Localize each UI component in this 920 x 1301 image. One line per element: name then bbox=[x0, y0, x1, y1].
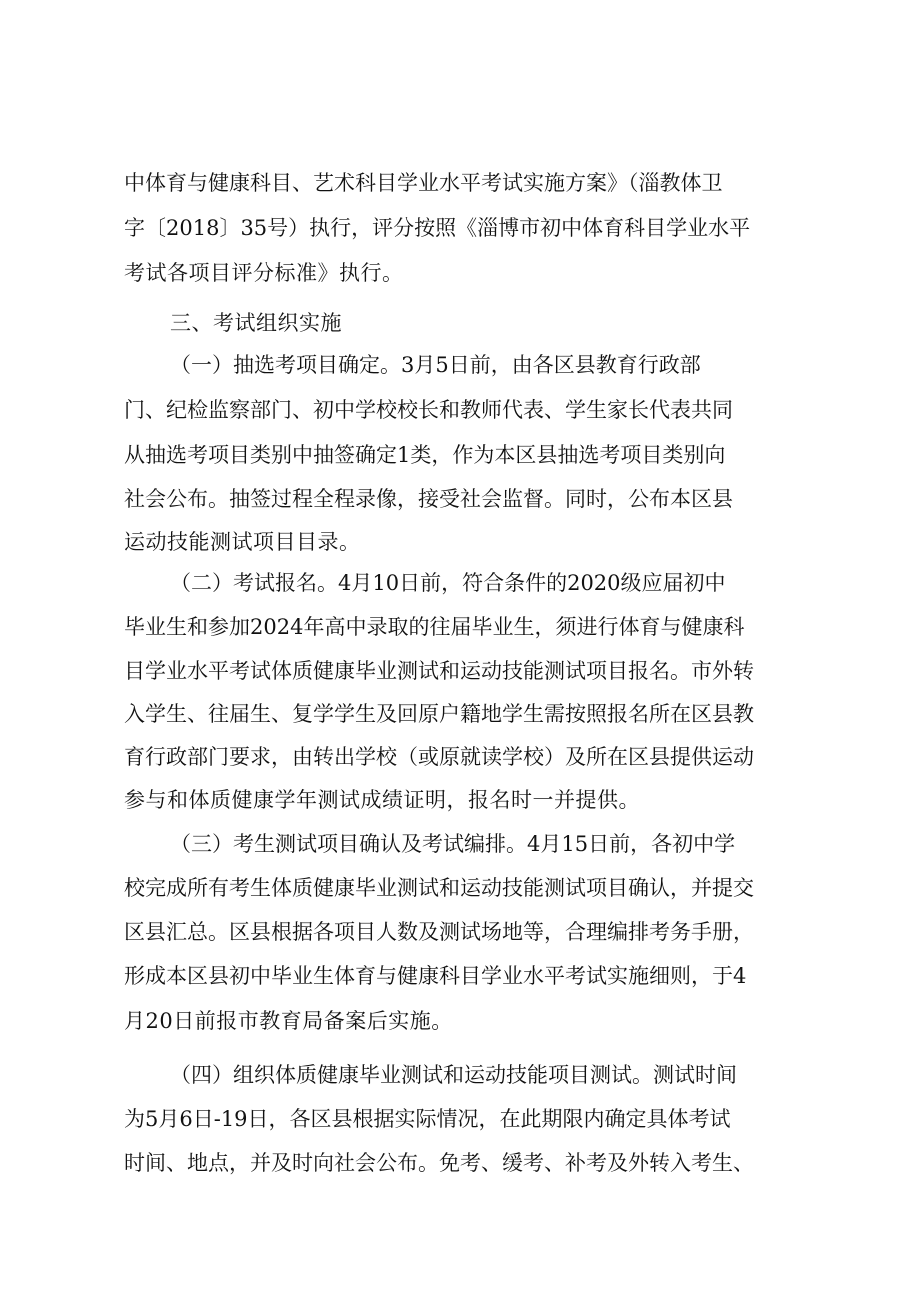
paragraph-line: 中体育与健康科目、艺术科目学业水平考试实施方案》（淄教体卫 bbox=[124, 171, 723, 195]
paragraph-line: 为5月6日-19日，各区县根据实际情况，在此期限内确定具体考试 bbox=[124, 1107, 731, 1131]
paragraph-line: 区县汇总。区县根据各项目人数及测试场地等，合理编排考务手册， bbox=[124, 920, 754, 944]
paragraph-line: 毕业生和参加2024年高中录取的往届毕业生，须进行体育与健康科 bbox=[124, 615, 745, 639]
paragraph-line: 门、纪检监察部门、初中学校校长和教师代表、学生家长代表共同 bbox=[124, 398, 733, 422]
paragraph-line: 参与和体质健康学年测试成绩证明，报名时一并提供。 bbox=[124, 788, 640, 812]
section-heading: 三、考试组织实施 bbox=[170, 311, 342, 335]
paragraph-line: 入学生、往届生、复学学生及回原户籍地学生需按照报名所在区县教 bbox=[124, 702, 754, 726]
paragraph-line: 社会公布。抽签过程全程录像，接受社会监督。同时，公布本区县 bbox=[124, 487, 733, 511]
paragraph-line: （三）考生测试项目确认及考试编排。4月15日前，各初中学 bbox=[170, 832, 736, 856]
paragraph-line: 形成本区县初中毕业生体育与健康科目学业水平考试实施细则，于4 bbox=[124, 964, 747, 988]
paragraph-line: 校完成所有考生体质健康毕业测试和运动技能测试项目确认，并提交 bbox=[124, 876, 754, 900]
paragraph-line: 从抽选考项目类别中抽签确定1类，作为本区县抽选考项目类别向 bbox=[124, 443, 726, 467]
paragraph-line: 字〔2018〕35号）执行，评分按照《淄博市初中体育科目学业水平 bbox=[124, 216, 751, 240]
paragraph-line: （二）考试报名。4月10日前，符合条件的2020级应届初中 bbox=[170, 571, 726, 595]
paragraph-line: 目学业水平考试体质健康毕业测试和运动技能测试项目报名。市外转 bbox=[124, 659, 754, 683]
paragraph-line: （一）抽选考项目确定。3月5日前，由各区县教育行政部 bbox=[170, 353, 701, 377]
paragraph-line: （四）组织体质健康毕业测试和运动技能项目测试。测试时间 bbox=[170, 1063, 737, 1087]
paragraph-line: 时间、地点，并及时向社会公布。免考、缓考、补考及外转入考生、 bbox=[124, 1151, 754, 1175]
paragraph-line: 运动技能测试项目目录。 bbox=[124, 530, 361, 554]
paragraph-line: 月20日前报市教育局备案后实施。 bbox=[124, 1009, 453, 1033]
paragraph-line: 考试各项目评分标准》执行。 bbox=[124, 261, 404, 285]
paragraph-line: 育行政部门要求，由转出学校（或原就读学校）及所在区县提供运动 bbox=[124, 745, 754, 769]
